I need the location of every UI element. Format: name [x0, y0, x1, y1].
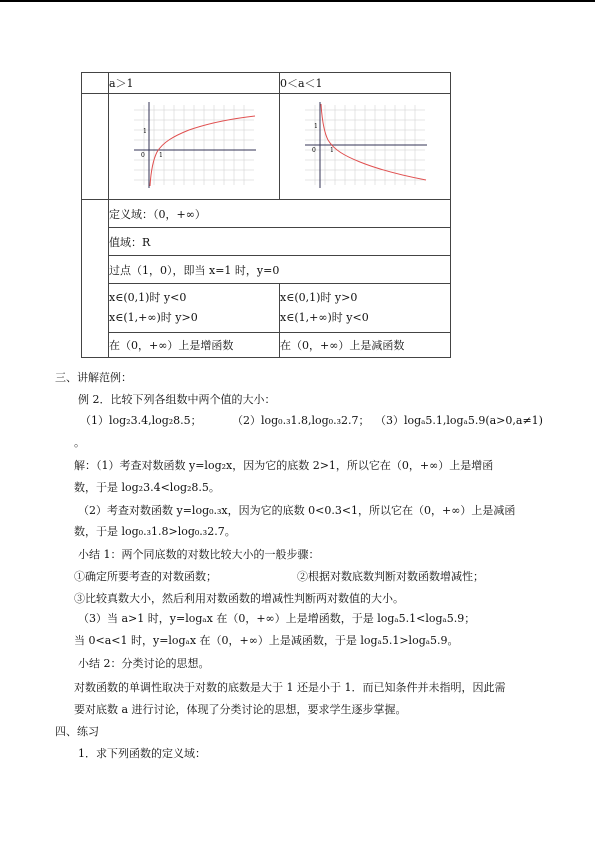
header-a-greater-1: a＞1 — [109, 73, 280, 94]
grid — [134, 105, 254, 185]
summary1-title: 小结 1：两个同底数的对数比较大小的一般步骤： — [78, 548, 320, 561]
graph-increasing-cell — [109, 94, 280, 200]
sign-left-1: x∈(0,1)时 y<0 — [109, 291, 187, 304]
side-cell — [82, 94, 109, 200]
sign-right-1: x∈(0,1)时 y>0 — [280, 291, 358, 304]
summary1-step-2: ②根据对数底数判断对数函数增减性； — [297, 570, 484, 583]
solution-2-line-a: （2）考查对数函数 y=log₀.₃x，因为它的底数 0<0.3<1，所以它在（0，+∞）上是减函 — [78, 504, 516, 517]
section4-title: 四、练习 — [55, 725, 99, 738]
period-line: 。 — [74, 436, 85, 449]
sign-right-2: x∈(1,+∞)时 y<0 — [280, 311, 369, 324]
summary1-step-1: ①确定所要考查的对数函数； — [74, 570, 217, 583]
summary1-step-3: ③比较真数大小，然后利用对数函数的增减性判断两对数值的大小。 — [74, 592, 404, 605]
tick-x-one: 1 — [159, 152, 163, 159]
exercise-1: 1．求下列函数的定义域： — [78, 747, 206, 760]
solution-2-line-b: 数，于是 log₀.₃1.8>log₀.₃2.7。 — [74, 525, 236, 538]
summary2-text-a: 对数函数的单调性取决于对数的底数是大于 1 还是小于 1．而已知条件并未指明，因此需 — [74, 681, 506, 694]
solution-3-line-a: （3）当 a>1 时，y=logₐx 在（0，+∞）上是增函数，于是 logₐ5.1<logₐ5.9； — [78, 612, 476, 625]
summary2-text-b: 要对底数 a 进行讨论，体现了分类讨论的思想，要求学生逐步掌握。 — [74, 703, 407, 716]
log-curve-increasing — [150, 116, 255, 186]
section3-title: 三、讲解范例： — [55, 371, 132, 384]
summary2-title: 小结 2：分类讨论的思想。 — [78, 657, 210, 670]
sign-right — [280, 284, 451, 333]
solution-3-line-b: 当 0<a<1 时，y=logₐx 在（0，+∞）上是减函数，于是 logₐ5.1>logₐ5.9。 — [74, 634, 459, 647]
graph-decreasing-cell — [280, 94, 451, 200]
log-graph-increasing — [129, 100, 259, 190]
example2-item-2: （2）log₀.₃1.8,log₀.₃2.7； — [232, 414, 370, 427]
top-rule — [0, 0, 595, 2]
side-cell — [82, 200, 109, 358]
monotonic-right: 在（0，+∞）上是减函数 — [280, 333, 451, 358]
example2-item-1: （1）log₂3.4,log₂8.5； — [80, 414, 202, 427]
range-row: 值域：R — [109, 228, 451, 256]
example2-title: 例 2．比较下列各组数中两个值的大小： — [78, 393, 276, 406]
log-graph-decreasing — [300, 100, 430, 190]
example2-item-3: （3）logₐ5.1,logₐ5.9(a>0,a≠1) — [375, 414, 543, 427]
sign-left-2: x∈(1,+∞)时 y>0 — [109, 311, 198, 324]
log-curve-decreasing — [321, 104, 426, 180]
monotonic-left: 在（0，+∞）上是增函数 — [109, 333, 280, 358]
header-a-between-0-1: 0＜a＜1 — [280, 73, 451, 94]
tick-y-one: 1 — [143, 128, 147, 135]
sign-left — [109, 284, 280, 333]
side-cell — [82, 73, 109, 94]
properties-table — [81, 72, 451, 358]
solution-1-line-a: 解：（1）考查对数函数 y=log₂x，因为它的底数 2>1，所以它在（0，+∞）上是增函 — [74, 459, 494, 472]
domain-row: 定义域：（0，+∞） — [109, 200, 451, 228]
tick-x-one: 1 — [330, 147, 334, 154]
solution-1-line-b: 数，于是 log₂3.4<log₂8.5。 — [74, 481, 220, 494]
tick-zero: 0 — [141, 152, 145, 159]
tick-zero: 0 — [312, 147, 316, 154]
tick-y-one: 1 — [314, 123, 318, 130]
fixed-point-row: 过点（1，0），即当 x=1 时，y=0 — [109, 256, 451, 284]
